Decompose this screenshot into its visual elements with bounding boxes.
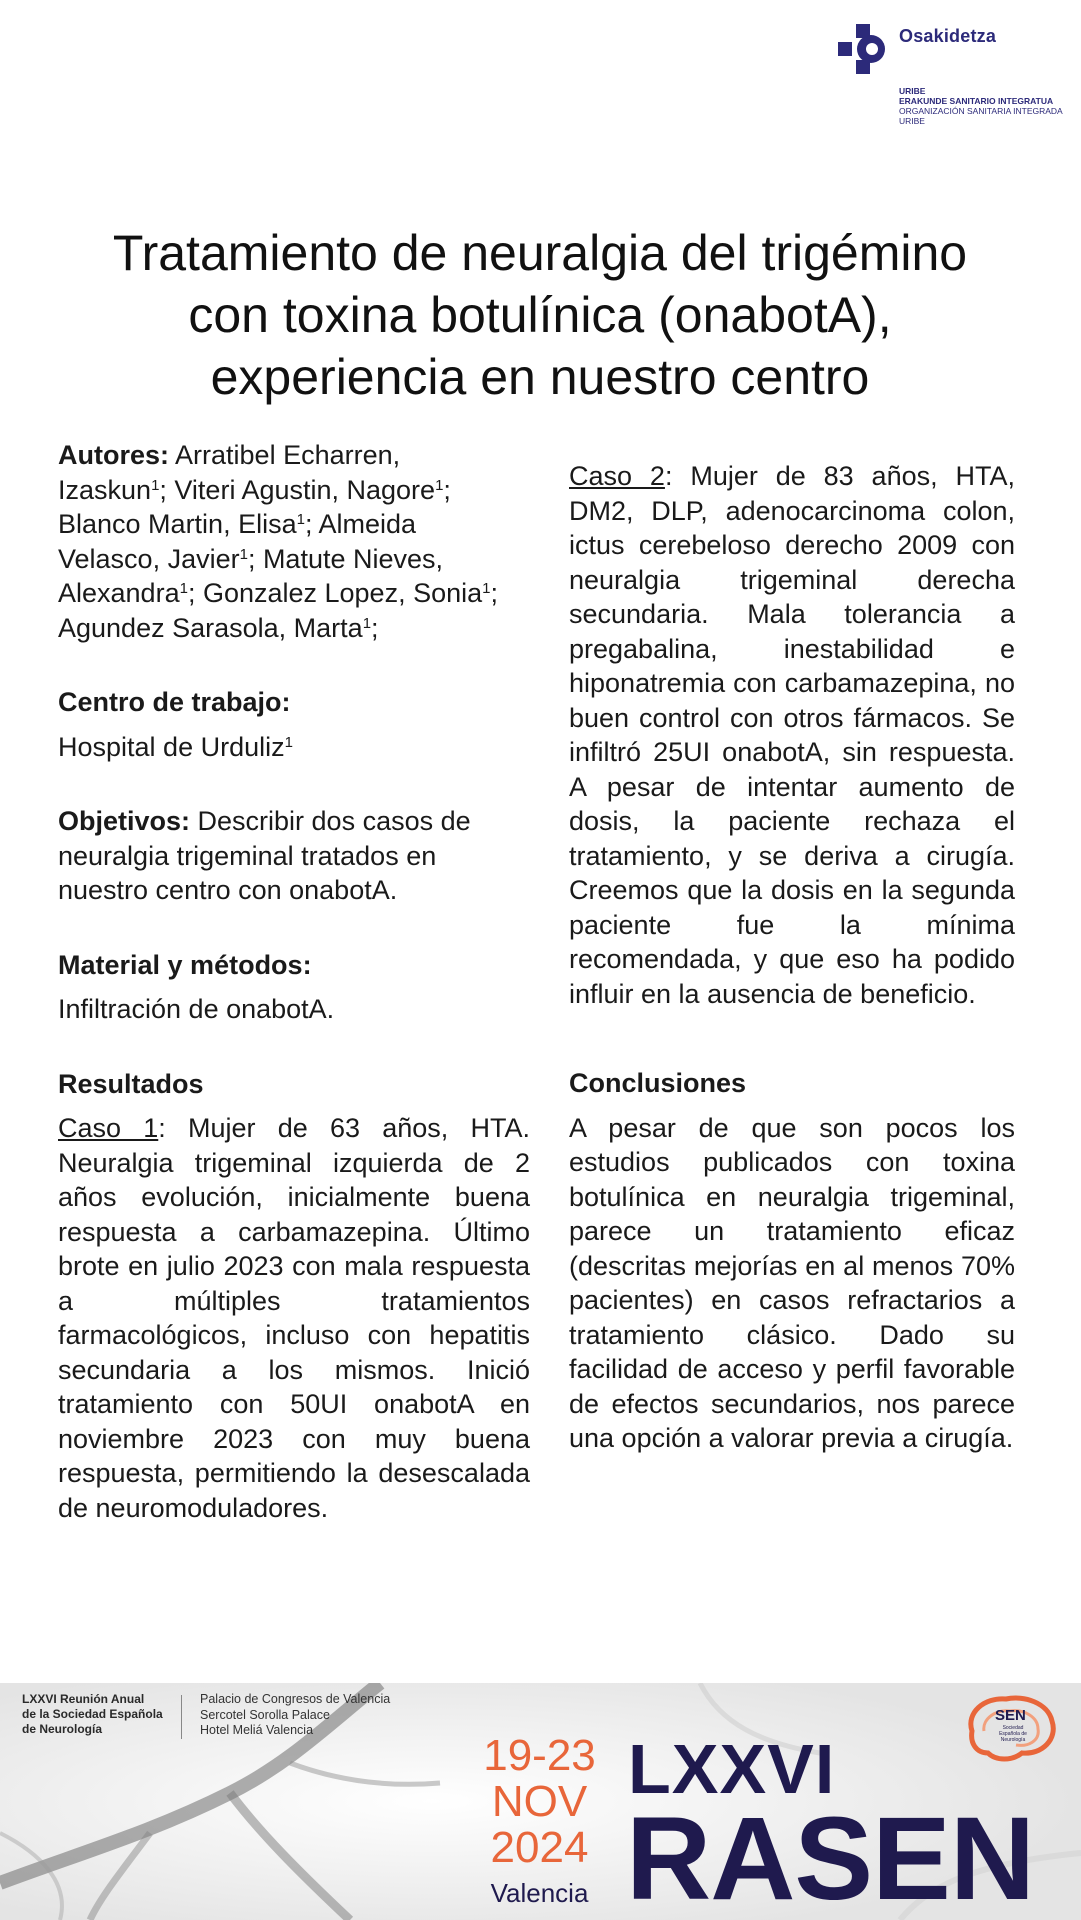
affiliation-sup: 1: [284, 733, 293, 751]
affiliation-sup: 1: [239, 545, 248, 563]
authors-text: Blanco Martin, Elisa: [58, 509, 297, 539]
logo-line: URIBE: [899, 86, 926, 96]
conclusiones-heading: Conclusiones: [569, 1068, 747, 1098]
event-dates: [482, 1733, 597, 1871]
authors-label: Autores:: [58, 440, 170, 470]
affiliation-sup: 1: [151, 476, 160, 494]
material-heading: Material y métodos:: [58, 949, 312, 980]
title-line: Tratamiento de neuralgia del trigémino: [112, 224, 968, 281]
authors-text: Agundez Sarasola, Marta: [58, 612, 363, 643]
venue-line: Hotel Meliá Valencia: [200, 1723, 314, 1737]
meeting-line: LXXVI Reunión Anual: [22, 1692, 145, 1706]
brand-rasen: RASEN: [626, 1793, 1035, 1920]
logo-line: ORGANIZACIÓN SANITARIA INTEGRADA: [899, 106, 1063, 116]
date-line: 2024: [490, 1823, 589, 1872]
affiliation-sup: 1: [179, 580, 188, 597]
venue-line: Sercotel Sorolla Palace: [200, 1707, 330, 1722]
objetivos-label: Objetivos:: [58, 806, 191, 836]
event-city: Valencia: [490, 1878, 589, 1908]
poster-title: [40, 222, 1040, 408]
affiliation-sup: 1: [435, 476, 444, 494]
osakidetza-cross-icon: [838, 24, 890, 76]
authors: [58, 438, 530, 645]
centro-value: Hospital de Urduliz: [58, 731, 285, 762]
logo-line: ERAKUNDE SANITARIO INTEGRATUA: [899, 96, 1054, 106]
authors-text: Arratibel Echarren,: [169, 440, 401, 470]
sen-sublabel: Sociedad Española de Neurología: [999, 1725, 1027, 1743]
material-text: Infiltración de onabotA.: [58, 994, 335, 1024]
venue-list: [200, 1692, 390, 1739]
resultados-heading: Resultados: [58, 1068, 204, 1099]
date-line: NOV: [491, 1777, 588, 1826]
congress-banner: [0, 1683, 1081, 1920]
sen-label: SEN: [995, 1707, 1026, 1724]
meeting-line: de Neurología: [22, 1722, 103, 1736]
left-column: [58, 438, 530, 1525]
conclusiones-text: A pesar de que son pocos los estudios publicados con toxina botulínica en neuralgia trigeminal, parece un tratamiento eficaz (descritas mejorías en al menos 70% pacientes) en casos refractarios a tratamiento clásico. Dado su facilidad de acceso y perfil favorable de efectos secundarios, nos parece una opción a valorar previa a cirugía.: [569, 1112, 1015, 1453]
case1-text: : Mujer de 63 años, HTA. Neuralgia trigeminal izquierda de 2 años evolución, inicialmente buena respuesta a carbamazepina. Último brote en julio 2023 con mala respuesta a múltiples tratamientos farmacológicos, incluso con hepatitis secundaria a los mismos. Inició tratamiento con 50UI onabotA en noviembre 2023 con muy buena respuesta, permitiendo la desescalada de neuromoduladores.: [58, 1113, 530, 1523]
logo-name: Osakidetza: [899, 26, 997, 46]
authors-text: ;: [443, 474, 451, 505]
objetivos-text: Describir dos casos de neuralgia trigeminal tratados en nuestro centro con onabotA.: [58, 806, 471, 905]
title-line: experiencia en nuestro centro: [210, 348, 870, 405]
case2-label: Caso 2: [569, 461, 665, 491]
right-column: [569, 459, 1015, 1456]
authors-text: ; Almeida: [304, 509, 417, 539]
authors-text: Alexandra: [58, 578, 180, 608]
case1-paragraph: [58, 1111, 530, 1525]
case2-paragraph: [569, 459, 1015, 1011]
authors-text: ; Viteri Agustin, Nagore: [159, 474, 436, 505]
case1-label: Caso 1: [58, 1113, 159, 1143]
banner-divider: [181, 1695, 182, 1739]
venue-line: Palacio de Congresos de Valencia: [200, 1692, 391, 1706]
authors-text: ; Gonzalez Lopez, Sonia: [187, 578, 483, 608]
meeting-name: [22, 1692, 163, 1737]
affiliation-sup: 1: [482, 580, 491, 597]
authors-text: Izaskun: [58, 474, 152, 505]
centro-heading: Centro de trabajo:: [58, 687, 291, 717]
authors-text: ;: [490, 578, 498, 608]
centro-text: [58, 730, 530, 765]
affiliation-sup: 1: [296, 511, 305, 528]
logo-line: URIBE: [899, 116, 925, 126]
date-line: 19-23: [483, 1731, 596, 1780]
brand-lxxvi: LXXVI: [628, 1730, 836, 1808]
objetivos: [58, 804, 530, 908]
case2-text: : Mujer de 83 años, HTA, DM2, DLP, adenocarcinoma colon, ictus cerebeloso derecho 2009 con neuralgia trigeminal derecha secundaria. Mala tolerancia a pregabalina, inestabilidad e hiponatremia con carbamazepina, no buen control con otros fármacos. Se infiltró 25UI onabotA, sin respuesta. A pesar de intentar aumento de dosis, la paciente rechaza el tratamiento, y se deriva a cirugía. Creemos que la dosis en la segunda paciente fue la mínima recomendada, y que eso ha podido influir en la ausencia de beneficio.: [569, 461, 1015, 1009]
title-line: con toxina botulínica (onabotA),: [188, 286, 892, 343]
affiliation-sup: 1: [362, 614, 372, 632]
osakidetza-logo: [838, 24, 1068, 134]
authors-text: ; Matute Nieves,: [247, 543, 444, 574]
authors-text: Velasco, Javier: [58, 543, 240, 574]
authors-text: ;: [371, 612, 379, 643]
meeting-line: de la Sociedad Española: [22, 1707, 163, 1721]
